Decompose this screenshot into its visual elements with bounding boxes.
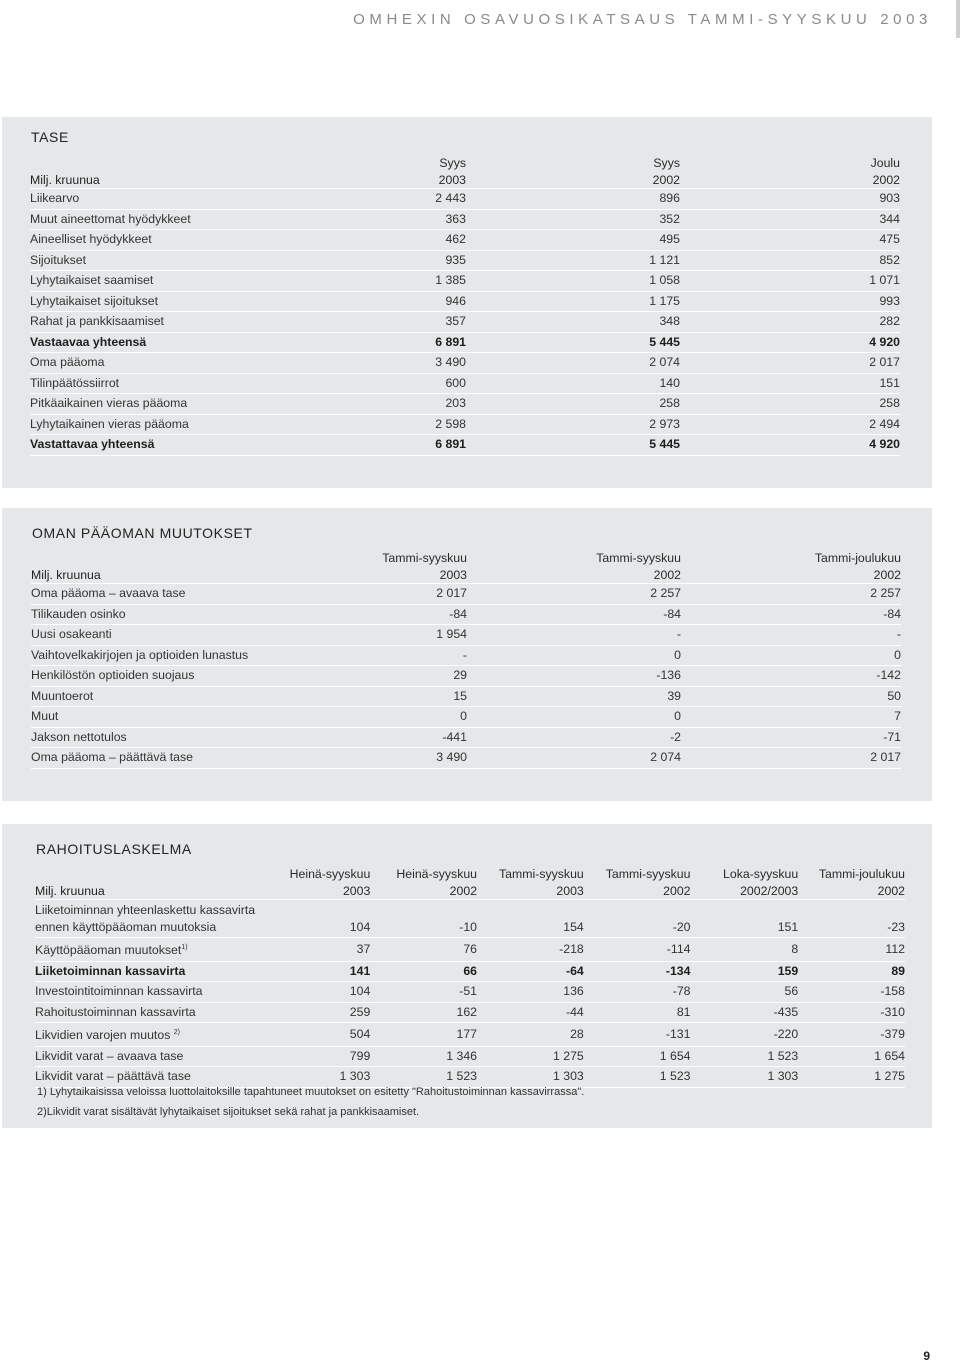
tase-header-row-2 [30,172,900,189]
cell: -134 [584,961,691,982]
row-label: Jakson nettotulos [31,727,361,748]
row-label: Tilinpäätössiirrot [30,373,360,394]
cell: -78 [584,982,691,1003]
cell: 903 [680,189,900,210]
rahoitus-unit: Milj. kruunua [35,883,267,900]
footnote-1: 1) Lyhytaikaisissa veloissa luottolaitoksille tapahtuneet muutokset on esitetty "Rahoitustoiminnan kassavirrassa". [37,1086,585,1098]
cell: 8 [691,938,799,962]
cell: 600 [360,373,466,394]
cell: -158 [798,982,905,1003]
table-row [31,727,901,748]
cell: 1 523 [584,1067,691,1088]
cell: 352 [466,209,680,230]
footnote-ref: 1) [181,944,188,951]
cell: 162 [370,1002,477,1023]
cell: -84 [361,604,467,625]
cell: -441 [361,727,467,748]
table-row [35,982,905,1003]
row-label: Oma pääoma – päättävä tase [31,748,361,769]
cell: 1 121 [466,250,680,271]
cell: 0 [681,645,901,666]
cell: 141 [267,961,371,982]
table-row [30,189,900,210]
cell: -10 [370,900,477,938]
row-label: Rahoitustoiminnan kassavirta [35,1002,267,1023]
cell: 140 [466,373,680,394]
cell: -84 [467,604,681,625]
cell: 2 443 [360,189,466,210]
oman-header-row-1 [31,550,901,567]
row-label: Muut aineettomat hyödykkeet [30,209,360,230]
cell: -142 [681,666,901,687]
cell: 3 490 [361,748,467,769]
row-label: Likvidit varat – päättävä tase [35,1067,267,1088]
cell: 1 303 [691,1067,799,1088]
table-row-two-line [35,900,905,938]
tase-panel [2,117,932,488]
row-label: Henkilöstön optioiden suojaus [31,666,361,687]
tase-title: TASE [31,129,69,145]
table-row [35,1002,905,1023]
table-row [31,645,901,666]
cell: 136 [477,982,584,1003]
cell: -44 [477,1002,584,1023]
cell: 1 175 [466,291,680,312]
table-row [30,209,900,230]
corner-mark [956,0,960,38]
table-row [30,394,900,415]
table-row [35,938,905,962]
cell: 1 071 [680,271,900,292]
cell: -220 [691,1023,799,1047]
row-label: Muut [31,707,361,728]
cell: 1 523 [370,1067,477,1088]
oman-col-2-year: 2002 [467,567,681,584]
cell: 56 [691,982,799,1003]
row-label: Pitkäaikainen vieras pääoma [30,394,360,415]
cell: 935 [360,250,466,271]
tase-col-2-year: 2002 [466,172,680,189]
cell: 799 [267,1046,371,1067]
cell: 5 445 [466,435,680,456]
cell: -435 [691,1002,799,1023]
footnote-2: 2)Likvidit varat sisältävät lyhytaikaiset sijoitukset sekä rahat ja pankkisaamiset. [37,1106,420,1118]
table-row [31,686,901,707]
cell: -64 [477,961,584,982]
cell: 1 303 [267,1067,371,1088]
cell: 1 058 [466,271,680,292]
cell: -218 [477,938,584,962]
cell: 1 275 [798,1067,905,1088]
cell: 159 [691,961,799,982]
cell: 475 [680,230,900,251]
cell: 896 [466,189,680,210]
rahoitus-col-2-year: 2002 [370,883,477,900]
oman-paaoman-panel [2,508,932,801]
table-row [35,1023,905,1047]
cell: -23 [798,900,905,938]
oman-table [31,550,901,769]
cell: 1 385 [360,271,466,292]
oman-col-1-label: Tammi-syyskuu [382,551,467,565]
cell: - [467,625,681,646]
tase-col-3-year: 2002 [680,172,900,189]
oman-col-1-year: 2003 [361,567,467,584]
oman-col-2-label: Tammi-syyskuu [596,551,681,565]
tase-col-1-year: 2003 [360,172,466,189]
cell: 258 [680,394,900,415]
cell: 946 [360,291,466,312]
cell: 348 [466,312,680,333]
tase-col-2-label: Syys [653,156,680,170]
cell: 259 [267,1002,371,1023]
cell: 462 [360,230,466,251]
cell: -20 [584,900,691,938]
cell: 177 [370,1023,477,1047]
tase-col-3-label: Joulu [870,156,900,170]
table-row [30,271,900,292]
table-row [30,353,900,374]
oman-unit: Milj. kruunua [31,567,361,584]
document-header: OMHEXIN OSAVUOSIKATSAUS TAMMI-SYYSKUU 2003 [353,11,932,28]
cell: 104 [267,900,371,938]
table-row [30,230,900,251]
cell: 6 891 [360,332,466,353]
row-label: Liikearvo [30,189,360,210]
tase-col-1-label: Syys [439,156,466,170]
rahoitus-col-4-year: 2002 [584,883,691,900]
cell: 0 [361,707,467,728]
table-row [30,291,900,312]
rahoitus-col-6-year: 2002 [798,883,905,900]
footnote-ref: 2) [173,1029,180,1036]
tase-header-row-1 [30,155,900,172]
cell: 1 346 [370,1046,477,1067]
row-label: Vastaavaa yhteensä [30,332,360,353]
cell: 1 954 [361,625,467,646]
rahoitus-col-1-label: Heinä-syyskuu [289,867,371,881]
cell: 2 074 [466,353,680,374]
table-row [35,1067,905,1088]
row-label: Oma pääoma – avaava tase [31,584,361,605]
cell: 282 [680,312,900,333]
total-row [30,435,900,456]
cell: 104 [267,982,371,1003]
cell: 1 654 [798,1046,905,1067]
rahoitus-col-3-year: 2003 [477,883,584,900]
row-label: Rahat ja pankkisaamiset [30,312,360,333]
cell: -114 [584,938,691,962]
row-label: Vastattavaa yhteensä [30,435,360,456]
row-label: Tilikauden osinko [31,604,361,625]
table-row [35,1046,905,1067]
cell: 2 598 [360,414,466,435]
cell: 2 973 [466,414,680,435]
tase-table [30,155,900,456]
cell: 2 017 [681,748,901,769]
cell: 1 523 [691,1046,799,1067]
cell: 3 490 [360,353,466,374]
row-label: Vaihtovelkakirjojen ja optioiden lunastus [31,645,361,666]
table-row [31,666,901,687]
row-label: Lyhytaikaiset sijoitukset [30,291,360,312]
row-label: Lyhytaikainen vieras pääoma [30,414,360,435]
cell: 154 [477,900,584,938]
row-label-text: Käyttöpääoman muutokset [35,943,182,957]
cell: 4 920 [680,435,900,456]
cell: 203 [360,394,466,415]
table-row [30,250,900,271]
cell: 852 [680,250,900,271]
row-label: Oma pääoma [30,353,360,374]
cell: -2 [467,727,681,748]
cell: 363 [360,209,466,230]
row-label-line-1: Liiketoiminnan yhteenlaskettu kassavirta [35,903,256,917]
cell: 2 494 [680,414,900,435]
cell: 6 891 [360,435,466,456]
cell: 504 [267,1023,371,1047]
table-row [30,414,900,435]
row-label: Uusi osakeanti [31,625,361,646]
table-row [30,373,900,394]
cell: 2 017 [361,584,467,605]
row-label: Sijoitukset [30,250,360,271]
table-row [31,604,901,625]
cell: 258 [466,394,680,415]
cell: 112 [798,938,905,962]
rahoitus-header-row-2 [35,883,905,900]
row-label [35,900,267,938]
row-label [35,1023,267,1047]
cell: 2 017 [680,353,900,374]
cell: 0 [467,645,681,666]
tase-unit: Milj. kruunua [30,172,360,189]
cell: 76 [370,938,477,962]
row-label: Liiketoiminnan kassavirta [35,961,267,982]
cell: -71 [681,727,901,748]
cell: 151 [691,900,799,938]
cell: 66 [370,961,477,982]
cell: 39 [467,686,681,707]
cell: -310 [798,1002,905,1023]
row-label: Lyhytaikaiset saamiset [30,271,360,292]
cell: -136 [467,666,681,687]
cell: 357 [360,312,466,333]
cell: 1 275 [477,1046,584,1067]
cell: - [681,625,901,646]
rahoitus-col-3-label: Tammi-syyskuu [499,867,584,881]
row-label: Aineelliset hyödykkeet [30,230,360,251]
oman-col-3-year: 2002 [681,567,901,584]
row-label [35,938,267,962]
row-label: Investointitoiminnan kassavirta [35,982,267,1003]
cell: 495 [466,230,680,251]
cell: - [361,645,467,666]
row-label-text: Likvidien varojen muutos [35,1028,171,1042]
cell: 2 074 [467,748,681,769]
cell: 89 [798,961,905,982]
cell: 50 [681,686,901,707]
rahoitus-title: RAHOITUSLASKELMA [36,841,192,857]
rahoitus-col-4-label: Tammi-syyskuu [605,867,691,881]
cell: 37 [267,938,371,962]
cell: -131 [584,1023,691,1047]
table-row [31,625,901,646]
row-label-line-2: ennen käyttöpääoman muutoksia [35,920,217,934]
page-number: 9 [923,1349,930,1363]
cell: 4 920 [680,332,900,353]
cell: 7 [681,707,901,728]
rahoitus-col-1-year: 2003 [267,883,371,900]
rahoituslaskelma-panel [2,824,932,1128]
table-row [31,707,901,728]
table-row [31,748,901,769]
rahoitus-header-row-1 [35,866,905,883]
row-label: Likvidit varat – avaava tase [35,1046,267,1067]
cell: -379 [798,1023,905,1047]
cell: 151 [680,373,900,394]
total-row [30,332,900,353]
oman-title: OMAN PÄÄOMAN MUUTOKSET [32,525,253,541]
cell: 2 257 [681,584,901,605]
oman-header-row-2 [31,567,901,584]
table-row [31,584,901,605]
cell: 993 [680,291,900,312]
cell: 29 [361,666,467,687]
cell: 0 [467,707,681,728]
rahoitus-col-5-year: 2002/2003 [691,883,799,900]
rahoitus-col-2-label: Heinä-syyskuu [396,867,478,881]
rahoitus-table [35,866,905,1088]
rahoitus-col-5-label: Loka-syyskuu [723,867,799,881]
cell: -84 [681,604,901,625]
oman-col-3-label: Tammi-joulukuu [814,551,901,565]
cell: -51 [370,982,477,1003]
cell: 81 [584,1002,691,1023]
cell: 15 [361,686,467,707]
total-row [35,961,905,982]
cell: 2 257 [467,584,681,605]
rahoitus-col-6-label: Tammi-joulukuu [818,867,905,881]
cell: 5 445 [466,332,680,353]
cell: 344 [680,209,900,230]
cell: 28 [477,1023,584,1047]
row-label: Muuntoerot [31,686,361,707]
table-row [30,312,900,333]
cell: 1 654 [584,1046,691,1067]
cell: 1 303 [477,1067,584,1088]
